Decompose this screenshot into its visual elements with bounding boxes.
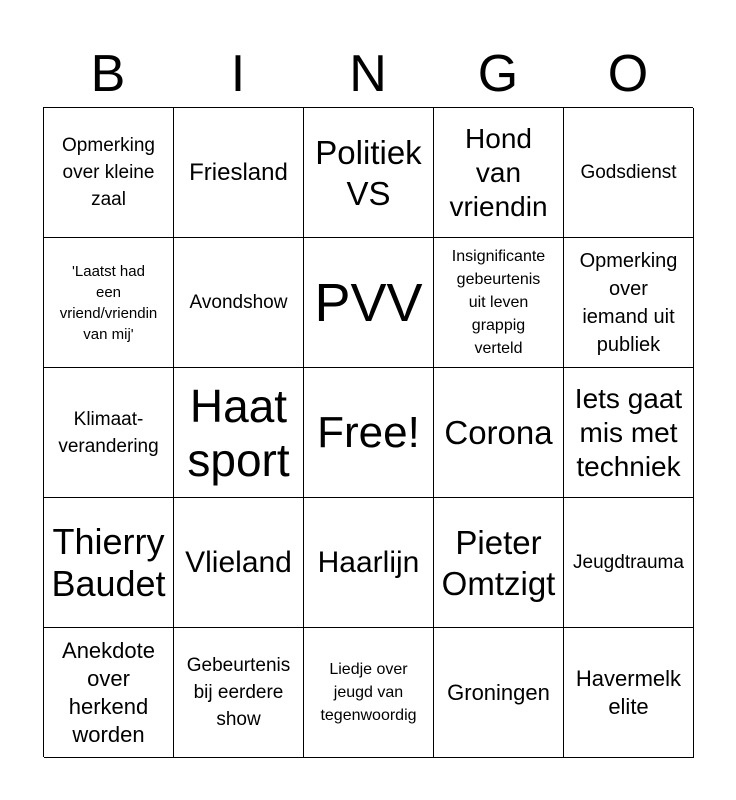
- cell-text: Anekdote over herkend worden: [62, 637, 155, 747]
- cell-text: Haarlijn: [317, 545, 420, 579]
- bingo-cell[interactable]: [174, 628, 304, 758]
- bingo-cell[interactable]: [44, 108, 174, 238]
- cell-text: Klimaat- verandering: [58, 408, 159, 457]
- bingo-cell[interactable]: [174, 498, 304, 628]
- bingo-cell[interactable]: [434, 368, 564, 498]
- cell-text: Gebeurtenis bij eerdere show: [186, 655, 291, 730]
- cell-text: Hond van vriendin: [449, 122, 548, 222]
- bingo-cell[interactable]: [174, 368, 304, 498]
- bingo-cell[interactable]: [44, 498, 174, 628]
- cell-text: Haat sport: [187, 379, 290, 486]
- bingo-header: [43, 40, 693, 108]
- bingo-cell[interactable]: [44, 238, 174, 368]
- bingo-cell[interactable]: [304, 238, 434, 368]
- cell-text: Opmerking over iemand uit publiek: [579, 249, 678, 356]
- free-space-text: Free!: [317, 407, 420, 457]
- header-letter-g: G: [477, 45, 519, 103]
- cell-text: Jeugdtrauma: [573, 552, 684, 573]
- bingo-free-cell[interactable]: [304, 368, 434, 498]
- cell-text: Thierry Baudet: [51, 520, 166, 604]
- cell-text: Groningen: [447, 679, 550, 705]
- header-letter-i: I: [230, 45, 246, 103]
- cell-text: Godsdienst: [580, 162, 677, 183]
- bingo-cell[interactable]: [564, 238, 694, 368]
- bingo-cell[interactable]: [174, 238, 304, 368]
- bingo-cell[interactable]: [434, 238, 564, 368]
- header-letter-n: N: [349, 45, 387, 103]
- bingo-cell[interactable]: [564, 628, 694, 758]
- bingo-cell[interactable]: [564, 368, 694, 498]
- cell-text: Iets gaat mis met techniek: [574, 382, 683, 482]
- bingo-cell[interactable]: [304, 628, 434, 758]
- cell-text: Vlieland: [185, 545, 292, 579]
- bingo-cell[interactable]: [304, 498, 434, 628]
- bingo-cell[interactable]: [174, 108, 304, 238]
- header-letter-b: B: [90, 45, 126, 103]
- bingo-cell[interactable]: [434, 628, 564, 758]
- cell-text: Pieter Omtzigt: [441, 523, 556, 602]
- cell-text: Politiek VS: [315, 133, 422, 212]
- cell-text: PVV: [314, 272, 423, 333]
- bingo-cell[interactable]: [434, 498, 564, 628]
- cell-text: 'Laatst had een vriend/vriendin van mij': [59, 262, 158, 343]
- cell-text: Avondshow: [189, 292, 288, 313]
- cell-text: Liedje over jeugd van tegenwoordig: [320, 661, 417, 724]
- bingo-cell[interactable]: [564, 498, 694, 628]
- bingo-cell[interactable]: [304, 108, 434, 238]
- bingo-cell[interactable]: [434, 108, 564, 238]
- cell-text: Havermelk elite: [575, 665, 682, 719]
- bingo-cell[interactable]: [44, 628, 174, 758]
- cell-text: Corona: [444, 414, 553, 451]
- header-letter-o: O: [607, 45, 649, 103]
- cell-text: Opmerking over kleine zaal: [62, 135, 155, 210]
- bingo-cell[interactable]: [44, 368, 174, 498]
- bingo-card-grid: [43, 107, 693, 757]
- cell-text: Insignificante gebeurtenis uit leven grappig verteld: [451, 248, 546, 357]
- bingo-cell[interactable]: [564, 108, 694, 238]
- cell-text: Friesland: [189, 158, 288, 186]
